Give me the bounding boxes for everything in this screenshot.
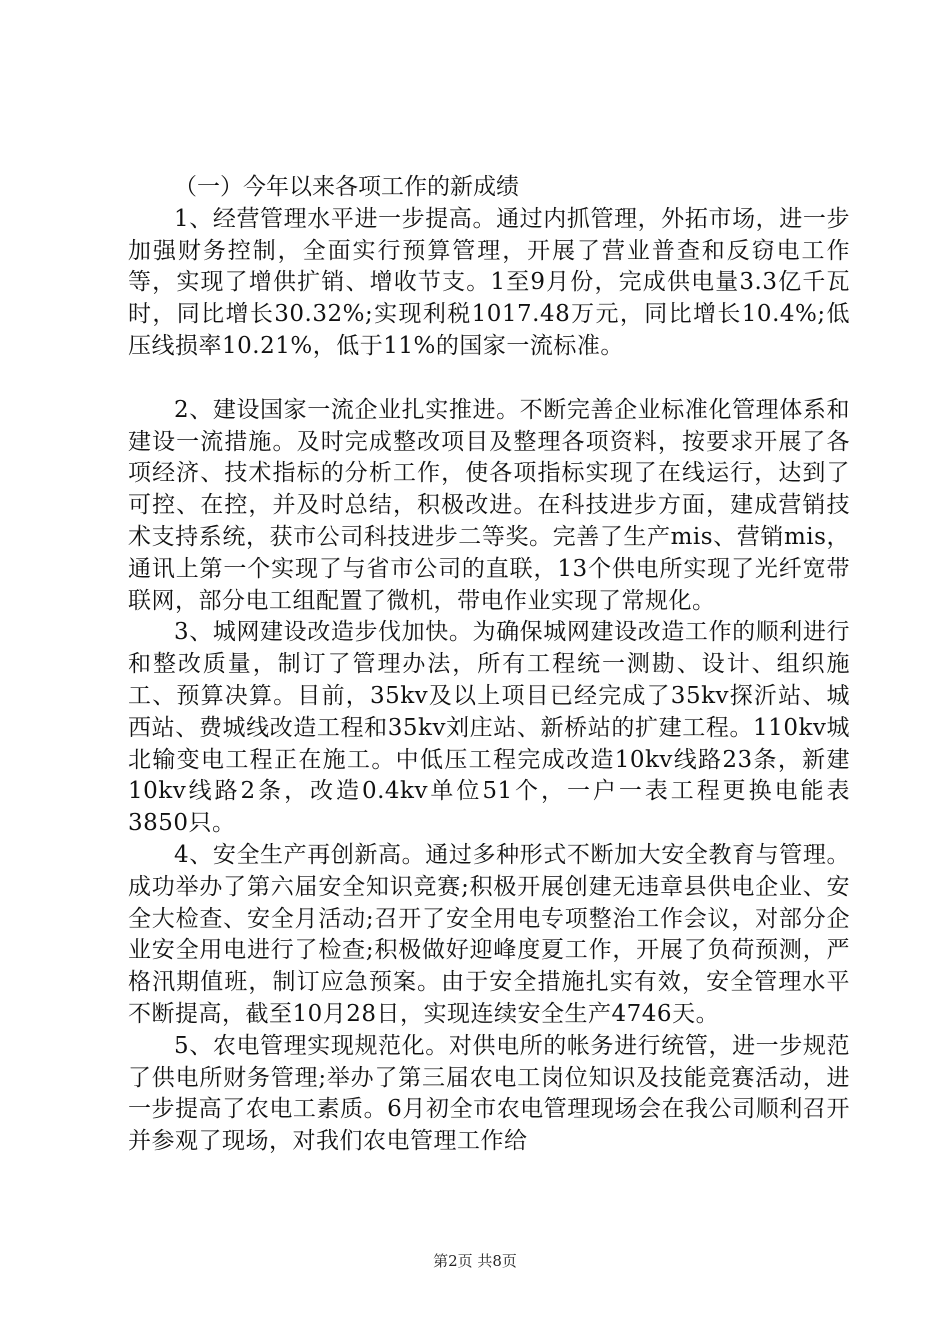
document-body [128,172,850,1158]
paragraph-grid-construction: 3、城网建设改造步伐加快。为确保城网建设改造工作的顺利进行和整改质量，制订了管理办法，所有工程统一测勘、设计、组织施工、预算决算。目前，35kv及以上项目已经完成了35kv探沂站、城西站、费城线改造工程和35kv刘庄站、新桥站的扩建工程。110kv城北输变电工程正在施工。中低压工程完成改造10kv线路23条，新建10kv线路2条，改造0.4kv单位51个，一户一表工程更换电能表3850只。 [128,619,850,837]
paragraph-enterprise-building: 2、建设国家一流企业扎实推进。不断完善企业标准化管理体系和建设一流措施。及时完成整改项目及整理各项资料，按要求开展了各项经济、技术指标的分析工作，使各项指标实现了在线运行，达到了可控、在控，并及时总结，积极改进。在科技进步方面，建成营销技术支持系统，获市公司科技进步二等奖。完善了生产mis、营销mis，通讯上第一个实现了与省市公司的直联，13个供电所实现了光纤宽带联网，部分电工组配置了微机，带电作业实现了常规化。 [128,396,850,614]
page-footer: 第2页 共8页 [433,1252,517,1270]
paragraph-rural-power: 5、农电管理实现规范化。对供电所的帐务进行统管，进一步规范了供电所财务管理;举办了第三届农电工岗位知识及技能竞赛活动，进一步提高了农电工素质。6月初全市农电管理现场会在我公司顺利召开并参观了现场，对我们农电管理工作给 [128,1032,850,1155]
paragraph-safety: 4、安全生产再创新高。通过多种形式不断加大安全教育与管理。成功举办了第六届安全知识竞赛;积极开展创建无违章县供电企业、安全大检查、安全月活动;召开了安全用电专项整治工作会议，对部分企业安全用电进行了检查;积极做好迎峰度夏工作，开展了负荷预测，严格汛期值班，制订应急预案。由于安全措施扎实有效，安全管理水平不断提高，截至10月28日，实现连续安全生产4746天。 [128,841,850,1027]
paragraph-operations: 1、经营管理水平进一步提高。通过内抓管理，外拓市场，进一步加强财务控制，全面实行预算管理，开展了营业普查和反窃电工作等，实现了增供扩销、增收节支。1至9月份，完成供电量3.3亿千瓦时，同比增长30.32%;实现利税1017.48万元，同比增长10.4%;低压线损率10.21%，低于11%的国家一流标准。 [128,205,850,359]
section-heading: （一）今年以来各项工作的新成绩 [174,174,519,200]
